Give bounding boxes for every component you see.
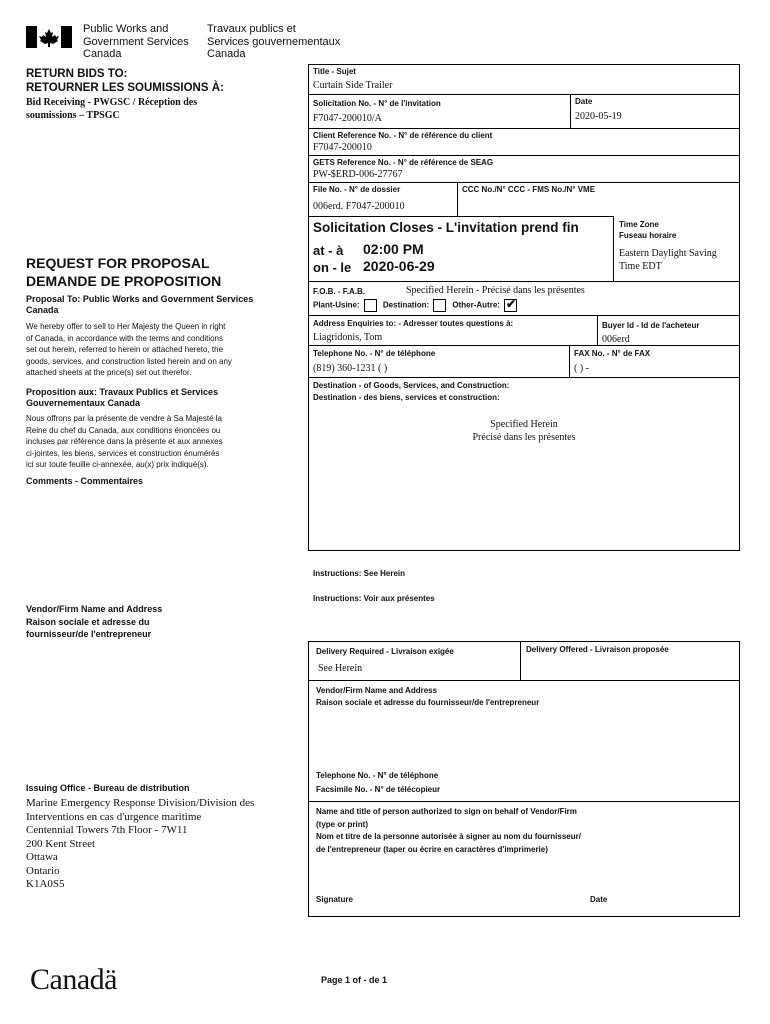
instructions-en: Instructions: See Herein (313, 569, 406, 578)
vendor-name-address-label: Vendor/Firm Name and Address Raison sociale et adresse du fournisseur/de l'entrepreneur (316, 686, 540, 707)
closes-on-value: 2020-06-29 (363, 258, 435, 274)
timezone-label: Time Zone Fuseau horaire (619, 220, 677, 240)
destination-checkbox[interactable] (433, 299, 446, 312)
title-value: Curtain Side Trailer (313, 80, 393, 91)
delivery-required-value: See Herein (318, 663, 363, 674)
page-number: Page 1 of - de 1 (321, 975, 388, 985)
delivery-offered-field[interactable] (522, 656, 738, 678)
fob-options (313, 299, 521, 312)
gets-ref-value: PW-$ERD-006-27767 (313, 169, 403, 180)
date-label: Date (575, 97, 593, 106)
closes-at-value: 02:00 PM (363, 241, 424, 257)
closes-at-label: at - à (313, 243, 344, 258)
proposal-to-text: We hereby offer to sell to Her Majesty the Queen in right of Canada, in accordance with the terms and conditions set out herein, referred to herein or attached hereto, the goods, services, and construction listed herein and on any attached sheets at the price(s) set out therefor. (26, 322, 232, 377)
address-enquiries-label: Address Enquiries to: - Adresser toutes questions à: (313, 319, 514, 328)
comments-label: Comments - Commentaires (26, 476, 144, 486)
vendor-left-label: Vendor/Firm Name and Address Raison sociale et adresse du fournisseur/de l'entrepreneur (26, 604, 163, 639)
return-bids-title: RETURN BIDS TO: RETOURNER LES SOUMISSIONS À: (26, 68, 224, 94)
authorized-signer-field[interactable] (312, 860, 736, 890)
gets-ref-label: GETS Reference No. - N° de référence de SEAG (313, 158, 494, 167)
instructions-fr: Instructions: Voir aux présentes (313, 594, 435, 603)
proposition-label: Proposition aux: Travaux Publics et Services Gouvernementaux Canada (26, 387, 219, 408)
gc-flag-logo (26, 26, 72, 48)
dept-name-en: Public Works and Government Services Canada (83, 23, 189, 60)
fob-label: F.O.B. - F.A.B. (313, 287, 365, 296)
file-no-label: File No. - N° de dossier (313, 185, 401, 194)
delivery-required-label: Delivery Required - Livraison exigée (316, 647, 454, 656)
fob-value: Specified Herein - Précisé dans les présentes (406, 285, 585, 296)
address-enquiries-value: Liagridonis, Tom (313, 332, 383, 343)
destination-goods-value: Specified Herein Précisé dans les présentes (472, 419, 576, 443)
fax-value: ( ) - (574, 363, 589, 374)
plant-usine-label: Plant-Usine: (313, 300, 360, 310)
buyer-id-label: Buyer Id - Id de l'acheteur (602, 321, 700, 330)
timezone-value: Eastern Daylight Saving Time EDT (619, 248, 717, 272)
return-bids-address: Bid Receiving - PWGSC / Réception des soumissions – TPSGC (26, 97, 198, 121)
vendor-telephone-label: Telephone No. - N° de téléphone (316, 771, 439, 780)
buyer-id-value: 006erd (602, 334, 630, 345)
signature-date-label: Date (590, 895, 608, 904)
title-label: Title - Sujet (313, 67, 356, 76)
proposal-to-label: Proposal To: Public Works and Government Services Canada (26, 294, 254, 315)
canada-flag-icon (26, 26, 72, 48)
canada-wordmark: Canadä (30, 963, 117, 996)
date-value: 2020-05-19 (575, 111, 622, 122)
destination-label: Destination: (382, 300, 430, 310)
plant-usine-checkbox[interactable] (364, 299, 377, 312)
other-autre-label: Other-Autre: (452, 300, 500, 310)
solicitation-no-label: Solicitation No. - N° de l'invitation (313, 99, 441, 108)
rfp-title: REQUEST FOR PROPOSAL DEMANDE DE PROPOSITION (26, 255, 222, 289)
other-autre-checkbox[interactable] (504, 299, 517, 312)
fax-label: FAX No. - N° de FAX (574, 349, 651, 358)
signature-label: Signature (316, 895, 353, 904)
ccc-label: CCC No./N° CCC - FMS No./N° VME (462, 185, 596, 194)
telephone-label: Telephone No. - N° de téléphone (313, 349, 436, 358)
client-ref-value: F7047-200010 (313, 142, 372, 153)
solicitation-no-value: F7047-200010/A (313, 113, 382, 124)
client-ref-label: Client Reference No. - N° de référence du client (313, 131, 493, 140)
authorized-signer-label: Name and title of person authorized to sign on behalf of Vendor/Firm (type or print) Nom et titre de la personne autorisée à signer au nom du fournisseur/ de l'entrepreneur (taper ou écrire en caractères d'imprimerie) (316, 807, 581, 854)
issuing-office-address: Marine Emergency Response Division/Division des Interventions en cas d'urgence maritime Centennial Towers 7th Floor - 7W11 200 Kent Street Ottawa Ontario K1A0S5 (26, 797, 255, 890)
destination-goods-label: Destination - of Goods, Services, and Construction: Destination - des biens, services et construction: (313, 381, 510, 402)
closes-title: Solicitation Closes - L'invitation prend fin (313, 220, 579, 235)
closes-on-label: on - le (313, 260, 352, 275)
vendor-name-address-field[interactable] (312, 712, 736, 767)
file-no-value: 006erd. F7047-200010 (313, 201, 405, 212)
proposition-text: Nous offrons par la présente de vendre à Sa Majesté la Reine du chef du Canada, aux conditions énoncées ou incluses par référence dans la présente et aux annexes ci-jointes, les biens, services et construction énumérés ici sur toute feuille ci-annexée, au(x) prix indiqué(s). (26, 414, 223, 469)
vendor-facsimile-label: Facsimile No. - N° de télécopieur (316, 785, 441, 794)
telephone-value: (819) 360-1231 ( ) (313, 363, 388, 374)
delivery-offered-label: Delivery Offered - Livraison proposée (526, 645, 669, 654)
issuing-office-label: Issuing Office - Bureau de distribution (26, 783, 190, 793)
dept-name-fr: Travaux publics et Services gouvernementaux Canada (207, 23, 341, 60)
